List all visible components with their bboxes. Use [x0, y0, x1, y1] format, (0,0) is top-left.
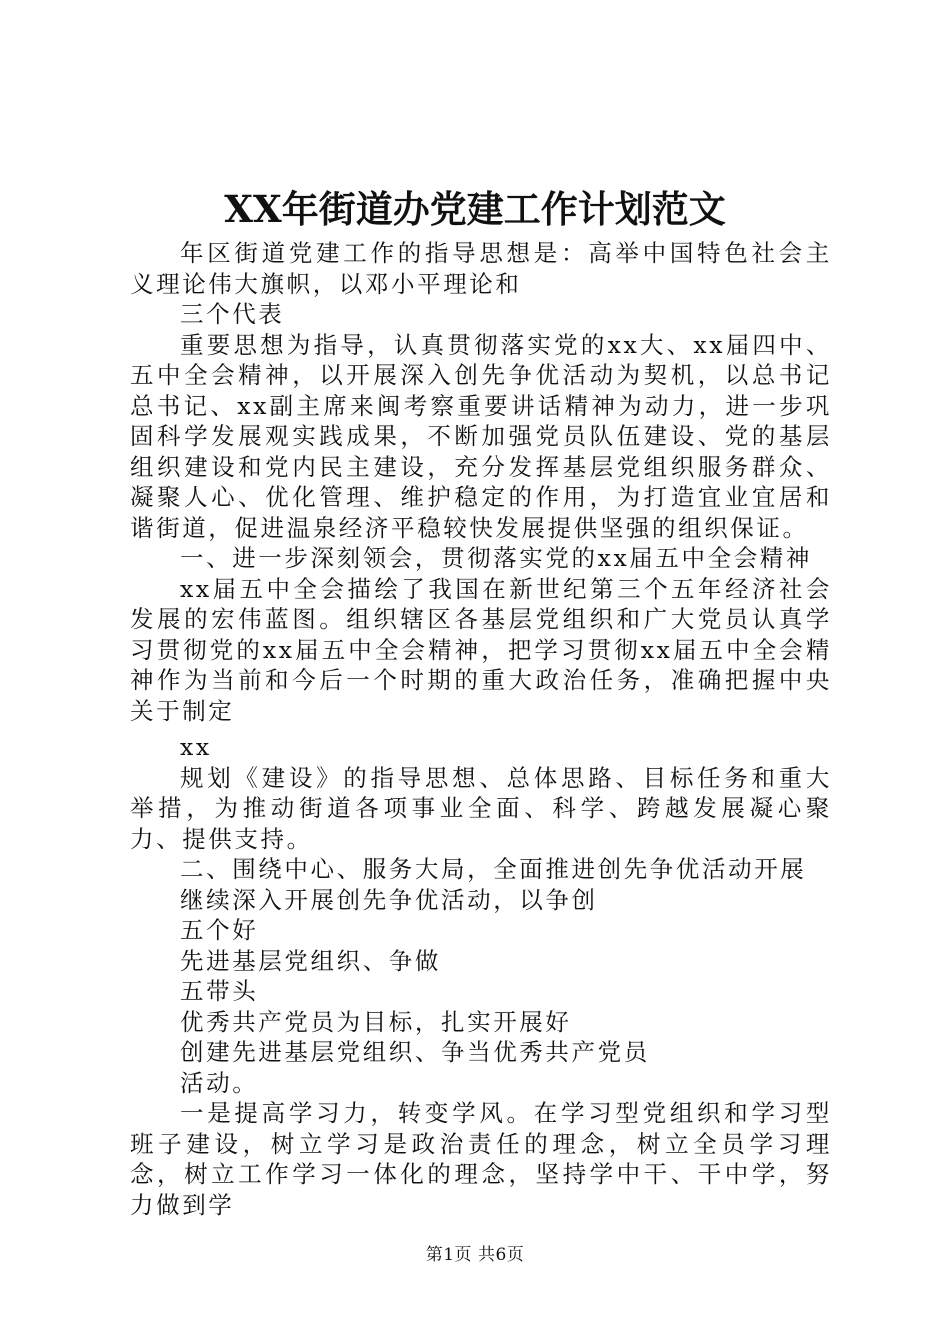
paragraph-activity: 活动。: [180, 1068, 259, 1097]
paragraph-continue-activities: 继续深入开展创先争优活动，以争创: [180, 885, 598, 914]
section-heading-2: 二、围绕中心、服务大局，全面推进创先争优活动开展: [180, 855, 807, 883]
paragraph-three-represents: 三个代表: [180, 300, 285, 328]
paragraph-five-goods: 五个好: [180, 916, 259, 944]
page-footer: 第1页 共6页: [425, 1245, 525, 1265]
paragraph-advanced-orgs: 先进基层党组织、争做: [180, 946, 441, 975]
paragraph-fifth-plenum: xx届五中全会描绘了我国在新世纪第三个五年经济社会发展的宏伟蓝图。组织辖区各基层党组织和广大党员认真学习贯彻党的xx届五中全会精神，把学习贯彻xx届五中全会精神作为当前和今后一个时期的重大政治任务，准确把握中央关于制定: [130, 574, 832, 725]
document-body: [130, 238, 832, 1220]
paragraph-planning: 规划《建设》的指导思想、总体思路、目标任务和重大举措，为推动街道各项事业全面、科学、跨越发展凝心聚力、提供支持。: [130, 763, 832, 853]
section-heading-1: 一、进一步深刻领会，贯彻落实党的xx届五中全会精神: [180, 544, 813, 572]
document-title: XX年街道办党建工作计划范文: [224, 187, 726, 231]
paragraph-five-leads: 五带头: [180, 977, 259, 1005]
paragraph-important-thought: 重要思想为指导，认真贯彻落实党的xx大、xx届四中、五中全会精神，以开展深入创先争优活动为契机，以总书记总书记、xx副主席来闽考察重要讲话精神为动力，进一步巩固科学发展观实践成果，不断加强党员队伍建设、党的基层组织建设和党内民主建设，充分发挥基层党组织服务群众、凝聚人心、优化管理、维护稳定的作用，为打造宜业宜居和谐街道，促进温泉经济平稳较快发展提供坚强的组织保证。: [130, 330, 832, 542]
paragraph-improve-learning: 一是提高学习力，转变学风。在学习型党组织和学习型班子建设，树立学习是政治责任的理念，树立全员学习理念，树立工作学习一体化的理念，坚持学中干、干中学，努力做到学: [130, 1099, 832, 1219]
paragraph-excellent-members: 优秀共产党员为目标，扎实开展好: [180, 1007, 572, 1036]
paragraph-create-advanced: 创建先进基层党组织、争当优秀共产党员: [180, 1038, 650, 1066]
paragraph-xx: xx: [180, 733, 212, 761]
paragraph-guiding-thought: 年区街道党建工作的指导思想是：高举中国特色社会主义理论伟大旗帜，以邓小平理论和: [130, 239, 832, 298]
